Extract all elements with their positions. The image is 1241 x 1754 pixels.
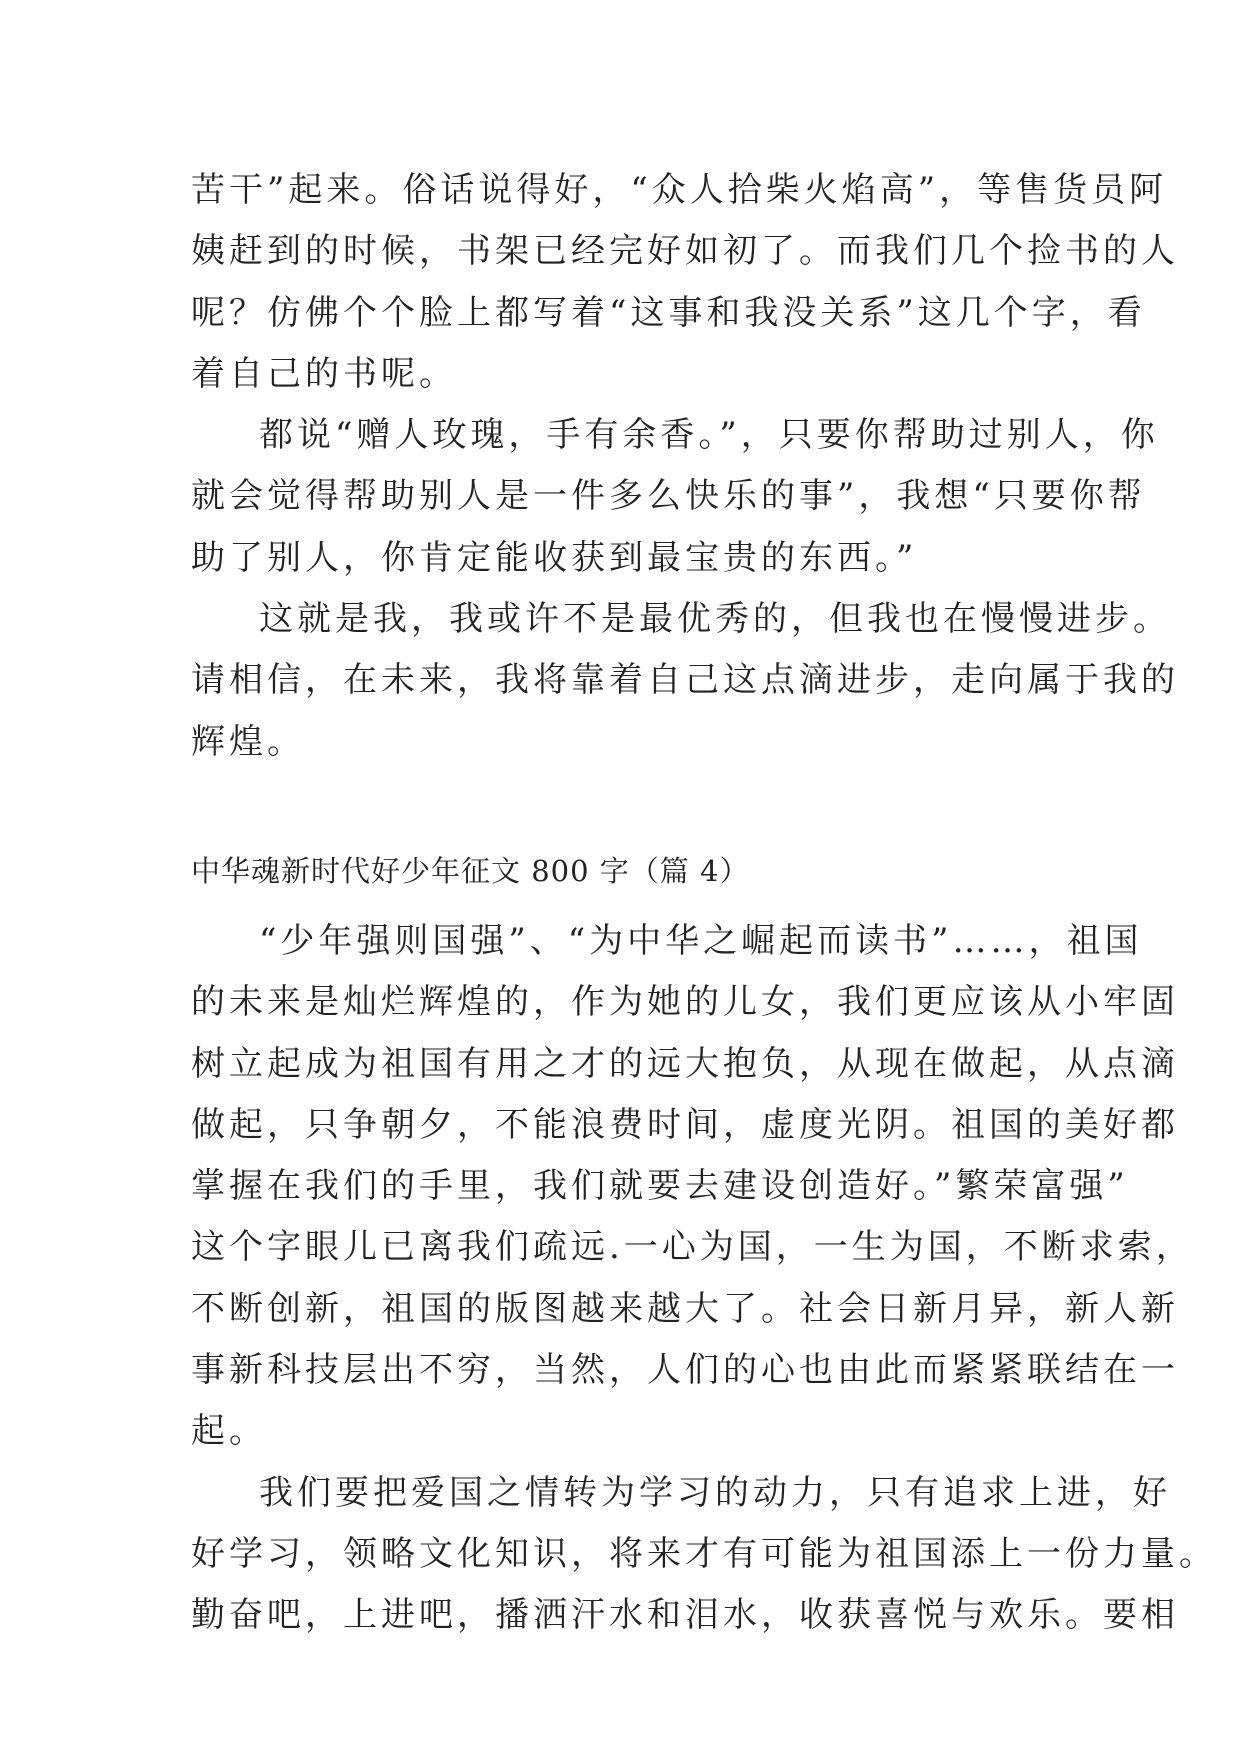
paragraph xyxy=(191,911,1194,1463)
text-line: 这就是我，我或许不是最优秀的，但我也在慢慢进步。 xyxy=(259,599,1171,640)
text-line: 都说“赠人玫瑰，手有余香。”，只要你帮助过别人，你 xyxy=(259,415,1159,456)
text-line: 就会觉得帮助别人是一件多么快乐的事”，我想“只要你帮 xyxy=(191,476,1146,517)
text-line: 树立起成为祖国有用之才的远大抱负，从现在做起，从点滴 xyxy=(191,1043,1179,1084)
text-line: 不断创新，祖国的版图越来越大了。社会日新月异，新人新 xyxy=(191,1288,1179,1329)
text-line: 助了别人，你肯定能收获到最宝贵的东西。” xyxy=(191,537,918,578)
paragraph xyxy=(191,1463,1217,1647)
paragraph xyxy=(191,160,1179,405)
text-line: 起。 xyxy=(191,1411,267,1452)
text-line: 着自己的书呢。 xyxy=(191,353,457,394)
text-line: 请相信，在未来，我将靠着自己这点滴进步，走向属于我的 xyxy=(191,660,1179,701)
text-line: “少年强则国强”、“为中华之崛起而读书”……，祖国 xyxy=(259,920,1143,961)
section-spacer xyxy=(191,773,1051,853)
text-line: 掌握在我们的手里，我们就要去建设创造好。”繁荣富强” xyxy=(191,1166,1129,1207)
text-line: 事新科技层出不穷，当然，人们的心也由此而紧紧联结在一 xyxy=(191,1350,1179,1391)
text-line: 我们要把爱国之情转为学习的动力，只有追求上进，好 xyxy=(259,1472,1171,1513)
section-heading: 中华魂新时代好少年征文 800 字（篇 4） xyxy=(191,853,750,888)
text-line: 这个字眼儿已离我们疏远.一心为国，一生为国，不断求索， xyxy=(191,1227,1194,1268)
text-line: 做起，只争朝夕，不能浪费时间，虚度光阴。祖国的美好都 xyxy=(191,1104,1179,1145)
text-line: 苦干”起来。俗话说得好，“众人拾柴火焰高”，等售货员阿 xyxy=(191,170,1168,210)
paragraph xyxy=(191,405,1159,589)
text-line: 勤奋吧，上进吧，播洒汗水和泪水，收获喜悦与欢乐。要相 xyxy=(191,1595,1179,1636)
text-line: 辉煌。 xyxy=(191,721,305,762)
text-line: 的未来是灿烂辉煌的，作为她的儿女，我们更应该从小牢固 xyxy=(191,982,1179,1023)
text-line: 姨赶到的时候，书架已经完好如初了。而我们几个捡书的人 xyxy=(191,231,1179,272)
text-line: 呢？仿佛个个脸上都写着“这事和我没关系”这几个字，看 xyxy=(191,292,1146,333)
paragraph xyxy=(191,589,1179,773)
text-line: 好学习，领略文化知识，将来才有可能为祖国添上一份力量。 xyxy=(191,1533,1217,1574)
document-page xyxy=(191,160,1217,1647)
